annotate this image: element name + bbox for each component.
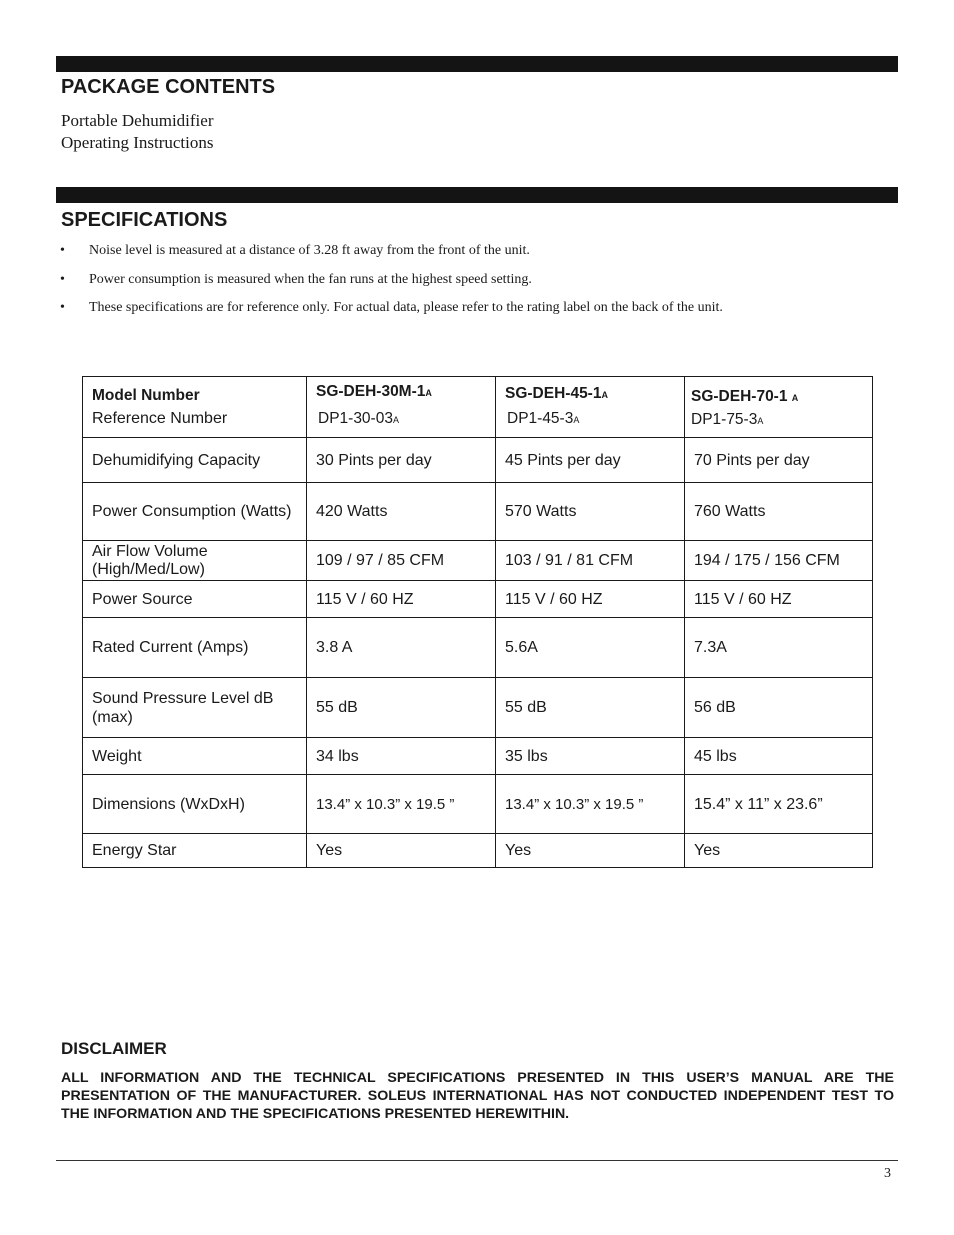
disclaimer-text: ALL INFORMATION AND THE TECHNICAL SPECIFICATIONS PRESENTED IN THIS USER’S MANUAL ARE THE PRESENTATION OF THE MANUFACTURER. SOLEUS INTERNATIONAL HAS NOT CONDUCTED INDEPENDENT TEST TO THE INFORMATION AND THE SPECIFICATIONS PRESENTED HEREWITHIN.	[61, 1070, 894, 1122]
page-number: 3	[884, 1166, 891, 1181]
row-label: Energy Star	[83, 834, 307, 868]
spec-note-text: Power consumption is measured when the fan runs at the highest speed setting.	[89, 271, 532, 287]
spec-note-text: Noise level is measured at a distance of 3.28 ft away from the front of the unit.	[89, 243, 530, 258]
package-item: Operating Instructions	[61, 133, 214, 152]
row-value: 34 lbs	[307, 738, 496, 775]
row-value: 109 / 97 / 85 CFM	[307, 541, 496, 581]
row-value: 194 / 175 / 156 CFM	[685, 541, 873, 581]
table-header-row	[83, 377, 873, 438]
model-number: SG-DEH-70-1	[691, 388, 788, 405]
model-cell	[307, 377, 496, 438]
row-value: 115 V / 60 HZ	[307, 581, 496, 618]
reference-number: DP1-30-03	[318, 410, 393, 427]
row-value: 3.8 A	[307, 618, 496, 678]
row-value: 55 dB	[307, 678, 496, 738]
row-value: 420 Watts	[307, 483, 496, 541]
model-suffix: A	[425, 388, 432, 398]
reference-suffix: A	[392, 415, 399, 425]
row-value: 7.3A	[685, 618, 873, 678]
row-value: 55 dB	[496, 678, 685, 738]
row-label: Dimensions (WxDxH)	[83, 775, 307, 834]
reference-suffix: A	[757, 416, 764, 426]
row-value: Yes	[496, 834, 685, 868]
disclaimer-title: DISCLAIMER	[61, 1039, 167, 1058]
spec-note	[60, 300, 900, 329]
reference-suffix: A	[573, 415, 580, 425]
specifications-title: SPECIFICATIONS	[61, 209, 228, 231]
row-value: 760 Watts	[685, 483, 873, 541]
row-value: 103 / 91 / 81 CFM	[496, 541, 685, 581]
row-value: Yes	[307, 834, 496, 868]
section-bar-package	[56, 56, 898, 72]
row-value: 115 V / 60 HZ	[496, 581, 685, 618]
table-row	[83, 541, 873, 581]
row-label: Power Source	[83, 581, 307, 618]
model-suffix: A	[791, 393, 799, 403]
reference-number: DP1-45-3	[507, 410, 574, 427]
row-label: Air Flow Volume (High/Med/Low)	[83, 541, 307, 581]
row-label: Sound Pressure Level dB (max)	[83, 678, 307, 738]
table-row	[83, 775, 873, 834]
row-value: 570 Watts	[496, 483, 685, 541]
table-row	[83, 738, 873, 775]
model-number: SG-DEH-45-1	[505, 385, 602, 402]
bullet-icon: •	[60, 271, 65, 287]
package-item: Portable Dehumidifier	[61, 111, 214, 130]
bullet-icon: •	[60, 300, 65, 315]
table-row	[83, 618, 873, 678]
model-number: SG-DEH-30M-1	[316, 383, 426, 400]
row-value: 70 Pints per day	[685, 438, 873, 483]
reference-number: DP1-75-3	[691, 411, 758, 428]
row-value: Yes	[685, 834, 873, 868]
row-value: 35 lbs	[496, 738, 685, 775]
row-value: 56 dB	[685, 678, 873, 738]
model-cell	[496, 377, 685, 438]
package-title: PACKAGE CONTENTS	[61, 76, 276, 98]
model-suffix: A	[601, 390, 608, 400]
spec-notes	[60, 243, 900, 329]
row-value: 15.4” x 11” x 23.6”	[685, 775, 873, 834]
table-row	[83, 581, 873, 618]
section-bar-specifications	[56, 187, 898, 203]
spec-note	[60, 272, 900, 301]
footer-divider	[56, 1160, 898, 1161]
row-value: 13.4” x 10.3” x 19.5 ”	[496, 775, 685, 834]
row-label: Weight	[83, 738, 307, 775]
row-value: 45 lbs	[685, 738, 873, 775]
specifications-table	[82, 376, 873, 868]
model-number-label: Model Number	[92, 387, 200, 404]
row-value: 30 Pints per day	[307, 438, 496, 483]
bullet-icon: •	[60, 243, 65, 258]
table-row	[83, 438, 873, 483]
spec-note-text: These specifications are for reference only. For actual data, please refer to the rating label on the back of the unit.	[89, 300, 723, 315]
row-label: Rated Current (Amps)	[83, 618, 307, 678]
row-label: Dehumidifying Capacity	[83, 438, 307, 483]
spec-note	[60, 243, 900, 272]
table-row	[83, 678, 873, 738]
row-value: 45 Pints per day	[496, 438, 685, 483]
reference-number-label: Reference Number	[92, 410, 228, 427]
row-value: 13.4” x 10.3” x 19.5 ”	[307, 775, 496, 834]
row-label: Power Consumption (Watts)	[83, 483, 307, 541]
row-value: 5.6A	[496, 618, 685, 678]
table-row	[83, 483, 873, 541]
package-list	[61, 110, 214, 154]
row-value: 115 V / 60 HZ	[685, 581, 873, 618]
header-label-cell	[83, 377, 307, 438]
table-row	[83, 834, 873, 868]
model-cell	[685, 377, 873, 438]
